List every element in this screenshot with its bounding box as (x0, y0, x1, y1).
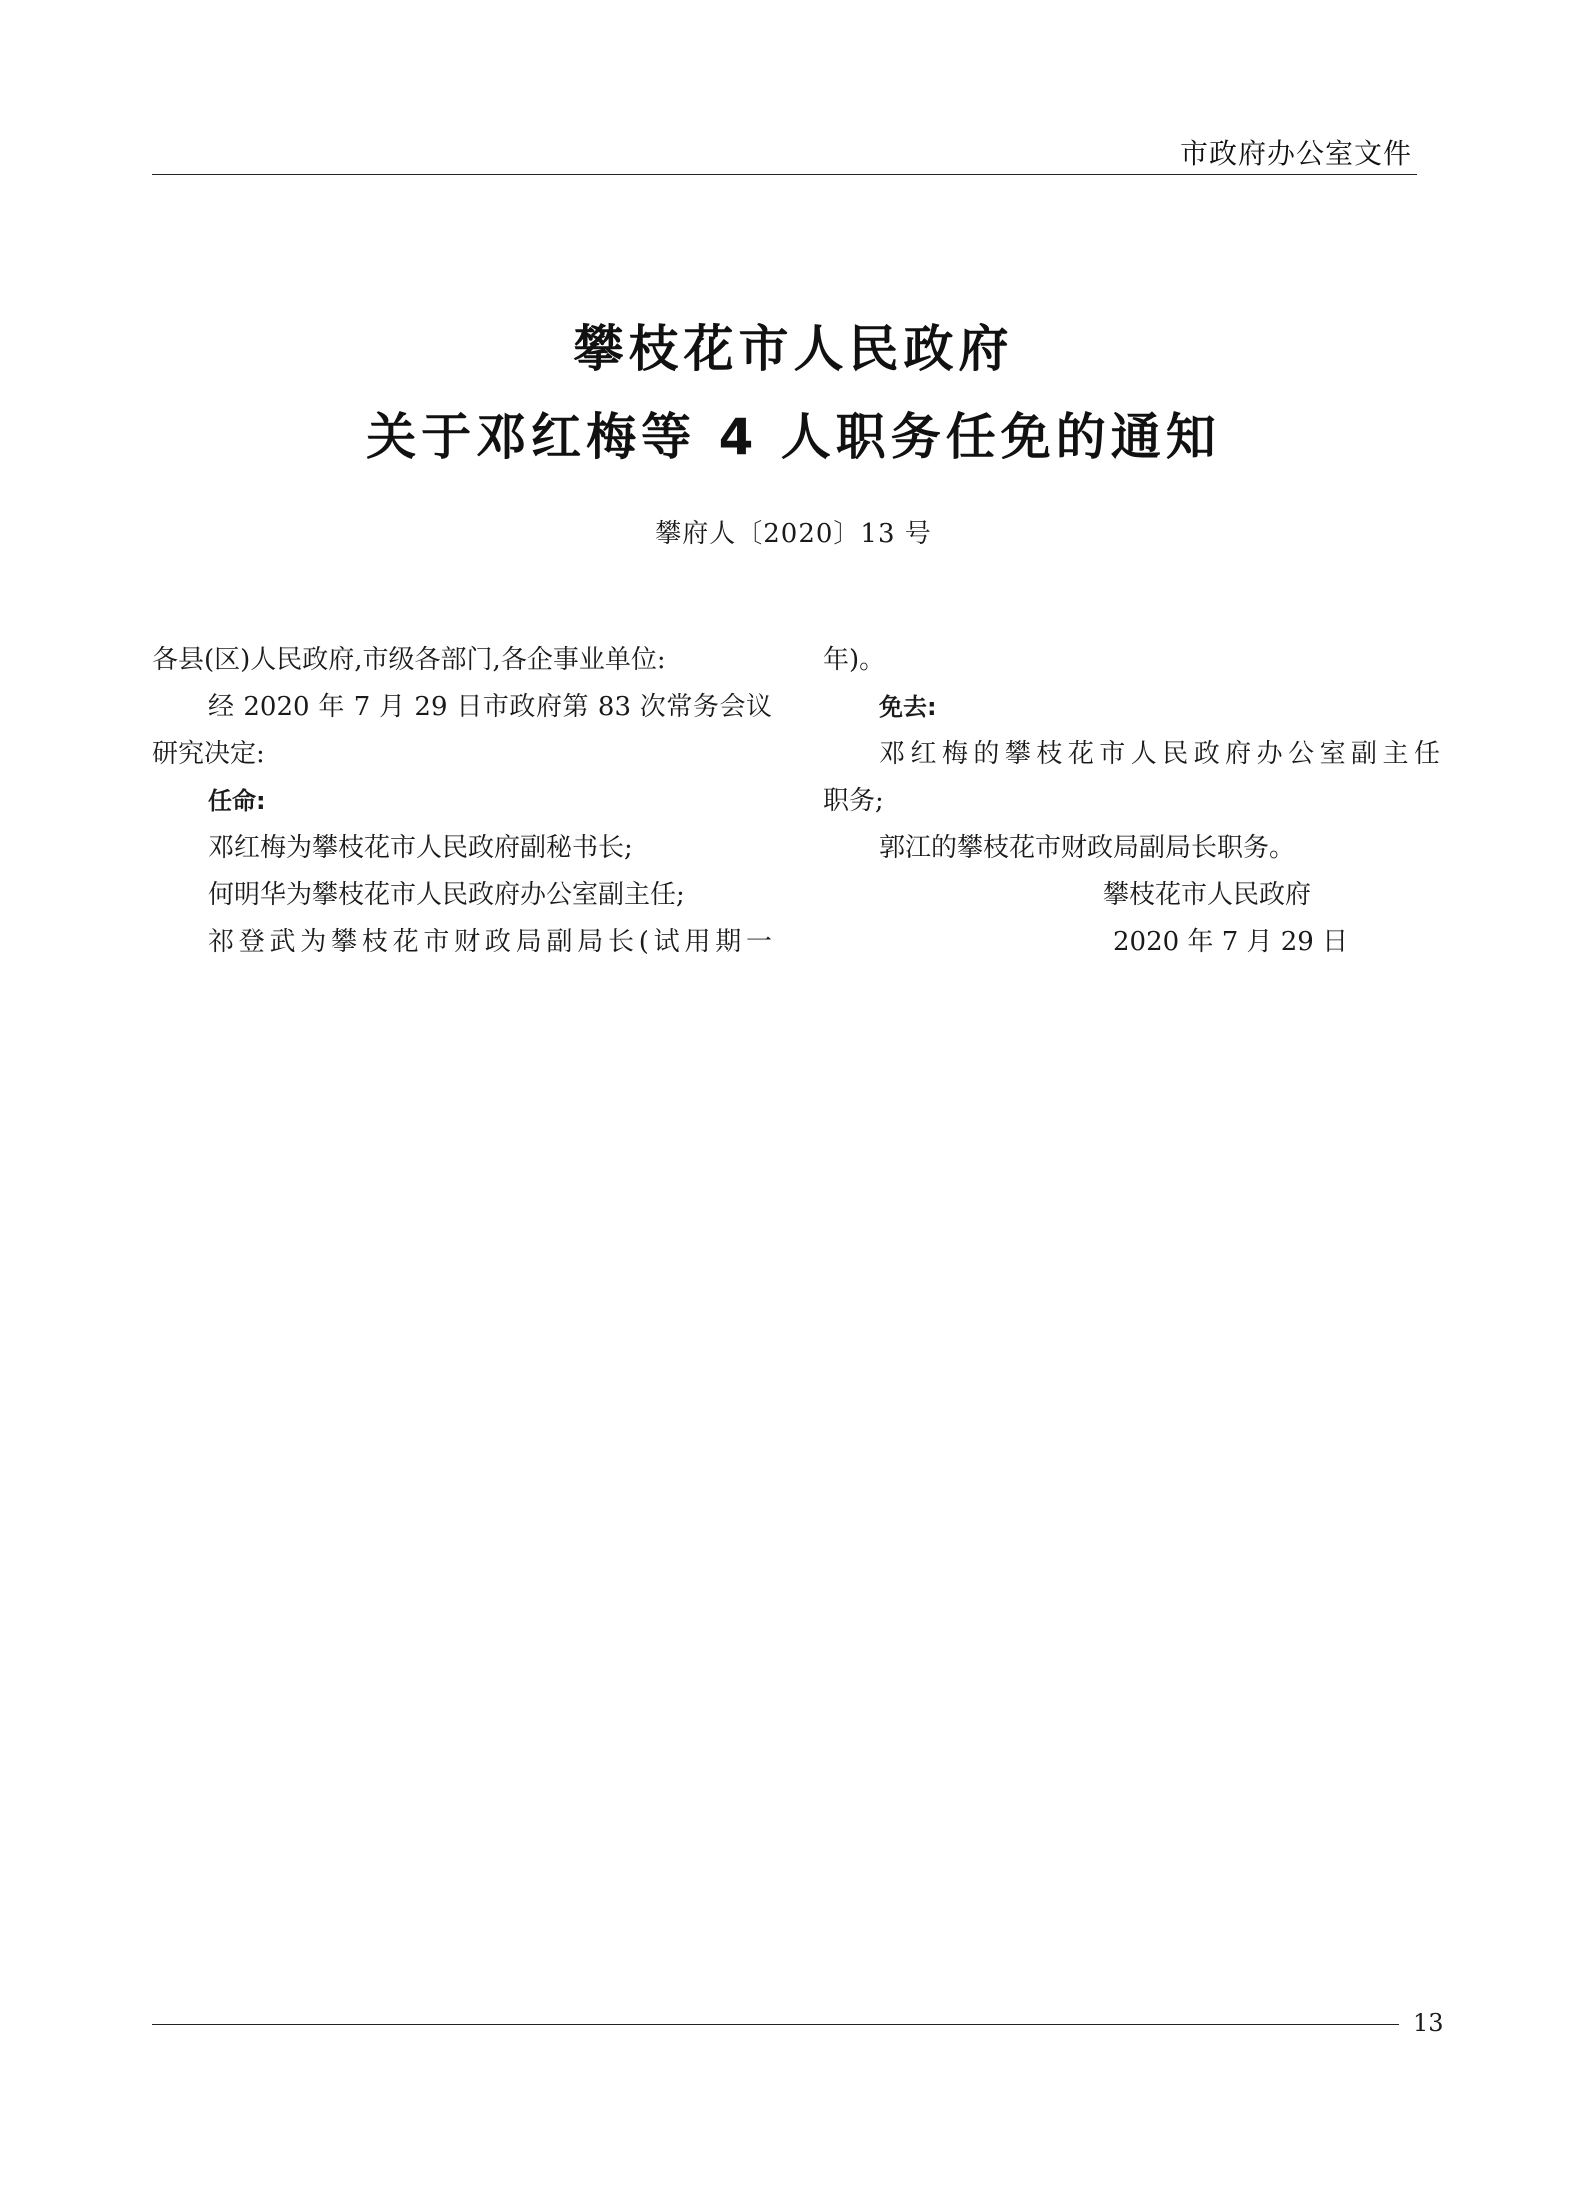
header-divider (152, 174, 1417, 175)
title-line-2: 关于邓红梅等 4 人职务任免的通知 (366, 408, 1221, 466)
document-number: 攀府人〔2020〕13 号 (655, 519, 932, 549)
appointment-item-continued: 年)。 (823, 645, 886, 675)
body-right-column (823, 637, 1440, 966)
appointment-item: 祁登武为攀枝花市财政局副局长(试用期一 (208, 927, 772, 957)
appointment-item: 何明华为攀枝花市人民政府办公室副主任; (208, 880, 685, 910)
footer-divider (152, 2024, 1399, 2025)
decision-paragraph-line-2: 研究决定: (152, 739, 265, 769)
body-left-column (152, 637, 772, 966)
removal-heading: 免去: (879, 693, 937, 721)
salutation: 各县(区)人民政府,市级各部门,各企事业单位: (152, 645, 666, 675)
appointment-heading: 任命: (208, 787, 266, 815)
running-header: 市政府办公室文件 (1179, 137, 1412, 170)
removal-item-continued: 职务; (823, 786, 884, 816)
signature-date: 2020 年 7 月 29 日 (1113, 927, 1349, 957)
appointment-item: 邓红梅为攀枝花市人民政府副秘书长; (208, 833, 633, 863)
removal-item: 邓红梅的攀枝花市人民政府办公室副主任 (879, 739, 1440, 769)
page-number: 13 (1413, 2009, 1444, 2037)
document-title (0, 305, 1587, 481)
removal-item: 郭江的攀枝花市财政局副局长职务。 (879, 833, 1296, 863)
title-line-1: 攀枝花市人民政府 (573, 320, 1014, 378)
signature-organization: 攀枝花市人民政府 (1103, 880, 1312, 910)
decision-paragraph-line-1: 经 2020 年 7 月 29 日市政府第 83 次常务会议 (208, 692, 772, 722)
